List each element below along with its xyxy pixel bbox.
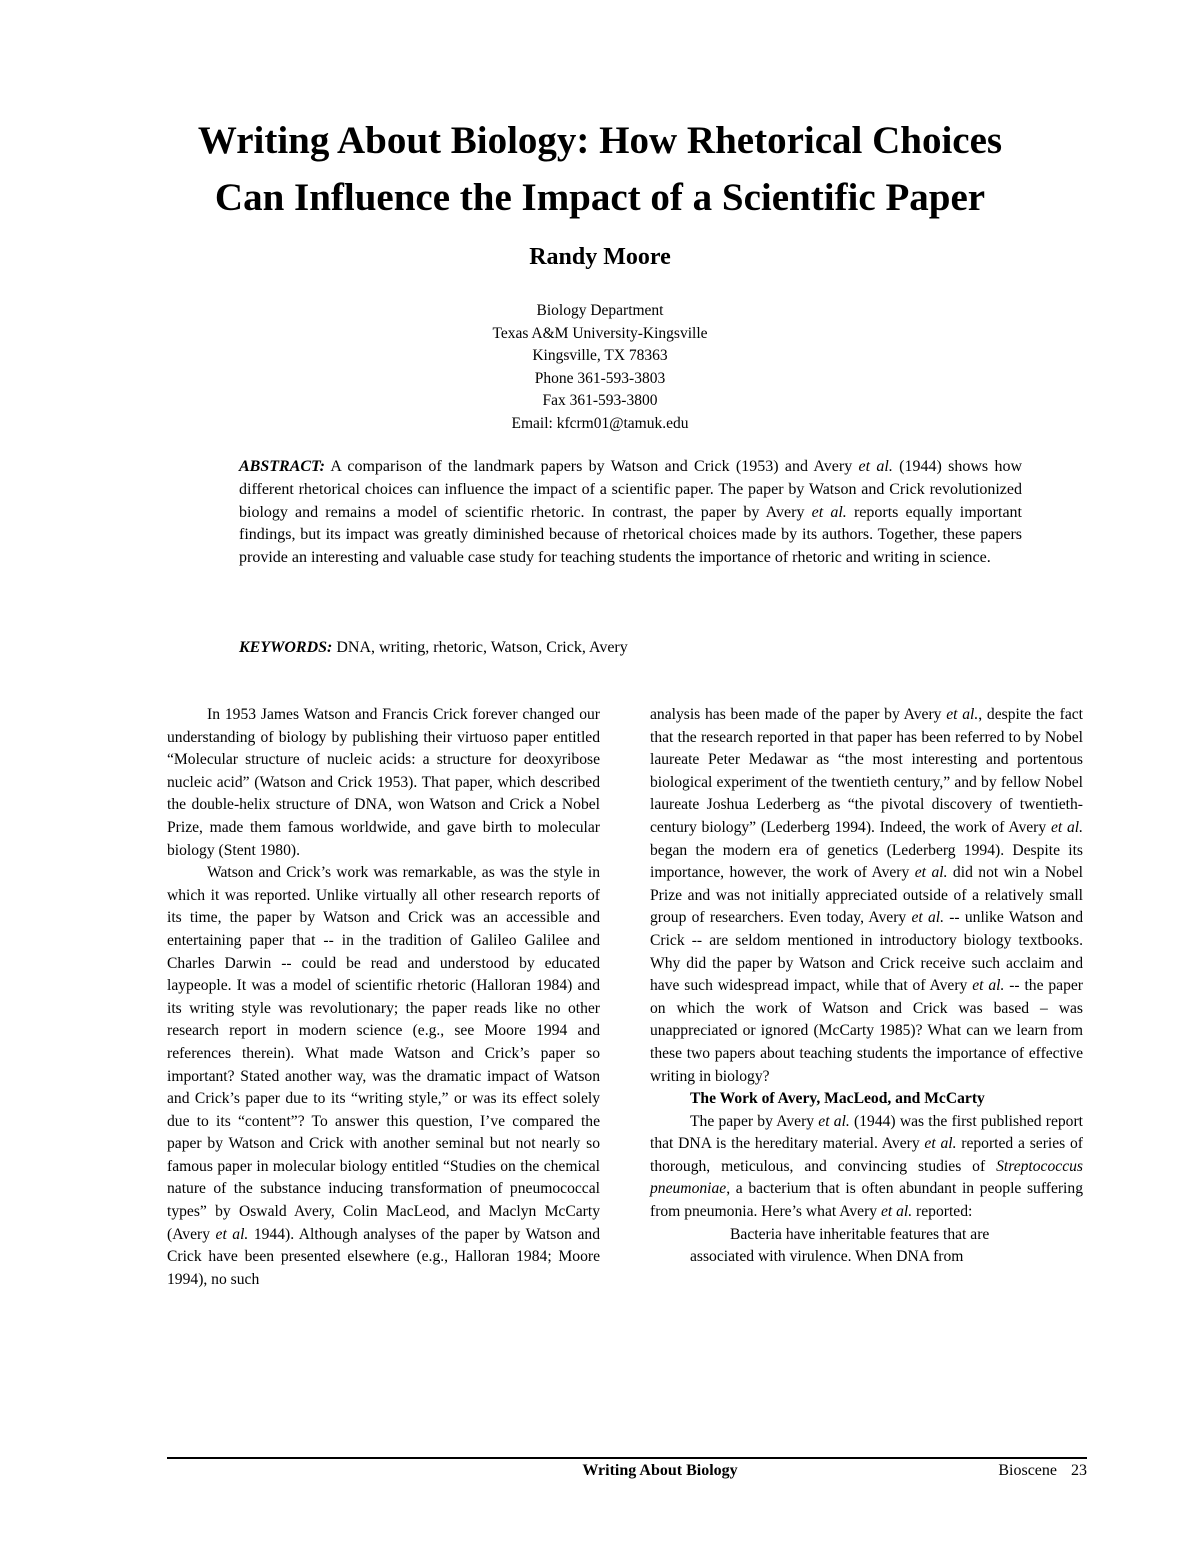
paragraph-2-text-a: Watson and Crick’s work was remarkable, as was the style in which it was reported. Unlike virtually all other research reports of its time, the paper by Watson and Crick was an accessible and entertaining paper that -- in the tradition of Galileo Galilee and Charles Darwin -- could be read and understood by educated laypeople. It was a model of scientific rhetoric (Halloran 1984) and its writing style was revolutionary; the paper reads like no other research report in modern science (e.g., see Moore 1994 and references therein). What made Watson and Crick’s paper so important? Stated another way, was the dramatic impact of Watson and Crick’s paper due to its “writing style,” or was its effect solely due to its “content”? To answer this question, I’ve compared the paper by Watson and Crick with another seminal but not nearly so famous paper in molecular biology entitled “Studies on the chemical nature of the substance inducing transformation of pneumococcal types” by Oswald Avery, Colin MacLeod, and Maclyn McCarty (Avery [167,864,600,1243]
paragraph-2-etal: et al. [215,1225,249,1243]
author-affiliation [300,300,900,436]
footer-journal-page [900,1462,1087,1480]
keywords-text: DNA, writing, rhetoric, Watson, Crick, Avery [332,639,628,656]
continued-text-3: began the modern era of genetics (Lederberg 1994). Despite its importance, however, the work of Avery [650,841,1083,882]
abstract-text-1: A comparison of the landmark papers by Watson and Crick (1953) and Avery [324,458,859,475]
continued-etal-3: et al. [914,864,948,882]
affiliation-phone: Phone 361-593-3803 [534,369,666,387]
body-column-right [650,704,1083,1269]
abstract [239,456,1022,570]
species-name: Streptococcus pneumoniae [650,1157,1083,1198]
section-etal-1: et al. [818,1112,850,1130]
block-quote: Bacteria have inheritable features that are associated with virulence. When DNA from [690,1225,990,1266]
abstract-text-2: (1944) shows how different rhetorical choices can influence the impact of a scientific paper. The paper by Watson and Crick revolutionized biology and remains a model of scientific rhetoric. In contrast, the paper by Avery [239,458,1022,521]
footer-divider [167,1457,1087,1459]
body-paragraph-2 [167,862,600,1291]
footer-journal: Bioscene [998,1462,1057,1479]
section-heading: The Work of Avery, MacLeod, and McCarty [690,1090,985,1108]
footer-page-number: 23 [1071,1462,1087,1479]
affiliation-email[interactable]: Email: kfcrm01@tamuk.edu [511,414,689,432]
title-line-1: Writing About Biology: How Rhetorical Choices [197,119,1003,162]
section-paragraph-1 [650,1111,1083,1224]
keywords [239,637,1022,659]
body-paragraph-1: In 1953 James Watson and Francis Crick forever changed our understanding of biology by publishing their virtuoso paper entitled “Molecular structure of nucleic acids: a structure for deoxyribose nucleic acid” (Watson and Crick 1953). That paper, which described the double-helix structure of DNA, won Watson and Crick a Nobel Prize, made them famous worldwide, and gave birth to molecular biology (Stent 1980). [167,706,600,859]
continued-text-4: did not win a Nobel Prize and was not initially appreciated outside of a relatively small group of researchers. Even today, Avery [650,864,1084,927]
continued-text-5: -- unlike Watson and Crick -- are seldom mentioned in introductory biology textbooks. Why did the paper by Watson and Crick receive such acclaim and have such widespread impact, while that of Avery [650,909,1083,995]
body-column-left [167,704,600,1291]
paper-title [120,112,1080,226]
keywords-label: KEYWORDS: [239,639,333,656]
section-text-1: The paper by Avery [690,1112,819,1130]
continued-text-2: , despite the fact that the research reported in that paper has been referred to by Nobel laureate Peter Medawar as “the most interesting and portentous biological experiment of the twentieth century,” and by fellow Nobel laureate Joshua Lederberg as “the pivotal discovery of twentieth-century biology” (Lederberg 1994). Indeed, the work of Avery [650,706,1084,836]
affiliation-department: Biology Department [536,302,664,319]
continued-text-1: analysis has been made of the paper by Avery [650,706,947,723]
affiliation-fax: Fax 361-593-3800 [542,392,658,410]
paragraph-2-text-b: 1944). Although analyses of the paper by Watson and Crick have been presented elsewhere (e.g., Halloran 1984; Moore 1994), no such [167,1225,600,1288]
continued-etal-5: et al. [972,977,1005,995]
body-paragraph-continued [650,704,1083,1088]
section-text-4: , a bacterium that is often abundant in people suffering from pneumonia. Here’s what Avery [650,1180,1083,1221]
abstract-etal-1: et al. [858,458,893,475]
affiliation-university: Texas A&M University-Kingsville [492,324,708,342]
affiliation-city: Kingsville, TX 78363 [532,347,668,365]
section-text-5: reported: [912,1203,973,1221]
abstract-etal-2: et al. [811,503,847,521]
continued-etal-1: et al. [946,706,979,723]
continued-text-6: -- the paper on which the work of Watson and Crick was based – was unappreciated or ignored (McCarty 1985)? What can we learn from these two papers about teaching students the importance of effective writing in biology? [650,977,1083,1085]
footer-running-title: Writing About Biology [582,1462,738,1479]
title-line-2: Can Influence the Impact of a Scientific Paper [214,176,986,219]
abstract-text-3: reports equally important findings, but its impact was greatly diminished because of rhetorical choices made by its authors. Together, these papers provide an interesting and valuable case study for teaching students the importance of rhetoric and writing in science. [239,503,1023,567]
continued-etal-4: et al. [911,909,944,927]
continued-etal-2: et al. [1050,818,1083,836]
author-name: Randy Moore [529,244,671,270]
abstract-label: ABSTRACT: [239,458,325,475]
section-etal-2: et al. [924,1135,957,1153]
section-text-2: (1944) was the first published report that DNA is the hereditary material. Avery [650,1112,1083,1153]
section-etal-3: et al. [880,1203,913,1221]
section-text-3: reported a series of thorough, meticulous, and convincing studies of [650,1135,1083,1175]
